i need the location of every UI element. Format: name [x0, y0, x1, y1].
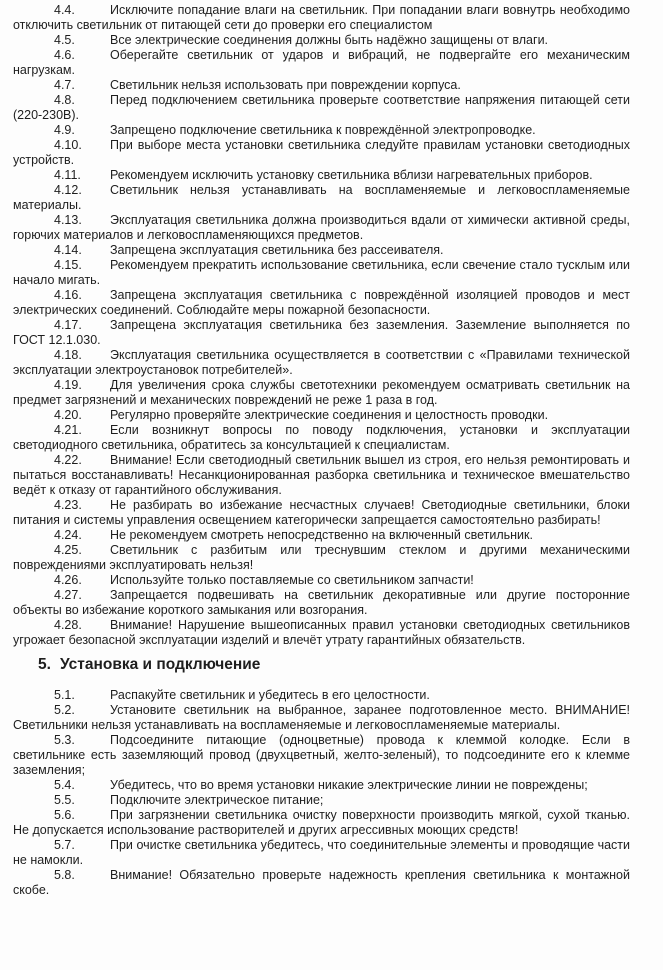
numbered-paragraph [13, 453, 630, 498]
paragraph-number: 4.26. [54, 573, 82, 587]
paragraph-text: Запрещено подключение светильника к повреждённой электропроводке. [110, 123, 536, 137]
paragraph-text: Запрещена эксплуатация светильника с повреждённой изоляцией проводов и мест электрических соединений. Соблюдайте меры пожарной безопасности. [13, 288, 630, 317]
paragraph-number: 4.8. [54, 93, 75, 107]
section-4-safety-rules [13, 3, 630, 648]
paragraph-text: Убедитесь, что во время установки никакие электрические линии не повреждены; [110, 778, 588, 792]
paragraph-number: 4.21. [54, 423, 82, 437]
section-5-paragraph-list [13, 688, 630, 898]
numbered-paragraph [13, 543, 630, 573]
paragraph-text: Эксплуатация светильника осуществляется в соответствии с «Правилами технической эксплуатации электроустановок потребителей». [13, 348, 630, 377]
paragraph-number: 4.12. [54, 183, 82, 197]
numbered-paragraph [13, 78, 630, 93]
paragraph-number: 4.24. [54, 528, 82, 542]
paragraph-text: Светильник нельзя использовать при повреждении корпуса. [110, 78, 461, 92]
paragraph-text: Не разбирать во избежание несчастных случаев! Светодиодные светильники, блоки питания и системы управления освещением категорически запрещается самостоятельно разбирать! [13, 498, 630, 527]
numbered-paragraph [13, 348, 630, 378]
paragraph-text: Внимание! Если светодиодный светильник вышел из строя, его нельзя ремонтировать и пытаться восстанавливать! Несанкционированная разборка светильника и техническое вмешательство ведёт к отказу от гарантийного обслуживания. [13, 453, 630, 497]
paragraph-text: Внимание! Обязательно проверьте надежность крепления светильника к монтажной скобе. [13, 868, 630, 897]
numbered-paragraph [13, 138, 630, 168]
paragraph-number: 4.15. [54, 258, 82, 272]
numbered-paragraph [13, 213, 630, 243]
paragraph-number: 5.2. [54, 703, 75, 717]
paragraph-text: Запрещена эксплуатация светильника без рассеивателя. [110, 243, 444, 257]
paragraph-number: 5.6. [54, 808, 75, 822]
paragraph-number: 4.4. [54, 3, 75, 17]
numbered-paragraph [13, 318, 630, 348]
paragraph-number: 4.6. [54, 48, 75, 62]
numbered-paragraph [13, 688, 630, 703]
paragraph-text: Используйте только поставляемые со светильником запчасти! [110, 573, 474, 587]
paragraph-text: Все электрические соединения должны быть надёжно защищены от влаги. [110, 33, 549, 47]
numbered-paragraph [13, 573, 630, 588]
paragraph-text: При выборе места установки светильника следуйте правилам установки светодиодных устройств. [13, 138, 630, 167]
paragraph-number: 4.11. [54, 168, 81, 182]
paragraph-number: 4.17. [54, 318, 82, 332]
section-4-paragraph-list [13, 3, 630, 648]
paragraph-number: 4.28. [54, 618, 82, 632]
numbered-paragraph [13, 618, 630, 648]
paragraph-text: Для увеличения срока службы светотехники рекомендуем осматривать светильник на предмет загрязнений и механических повреждений не реже 1 раза в год. [13, 378, 630, 407]
numbered-paragraph [13, 48, 630, 78]
paragraph-number: 4.23. [54, 498, 82, 512]
section-5-installation [13, 688, 630, 898]
paragraph-text: Регулярно проверяйте электрические соединения и целостность проводки. [110, 408, 549, 422]
paragraph-text: При загрязнении светильника очистку поверхности производить мягкой, сухой тканью. Не допускается использование растворителей и других агрессивных моющих средств! [13, 808, 630, 837]
paragraph-text: При очистке светильника убедитесь, что соединительные элементы и проводящие части не намокли. [13, 838, 630, 867]
numbered-paragraph [13, 808, 630, 838]
paragraph-number: 5.1. [54, 688, 75, 702]
paragraph-number: 4.14. [54, 243, 82, 257]
paragraph-number: 4.22. [54, 453, 82, 467]
paragraph-text: Рекомендуем прекратить использование светильника, если свечение стало тусклым или начало мигать. [13, 258, 630, 287]
numbered-paragraph [13, 733, 630, 778]
paragraph-text: Рекомендуем исключить установку светильника вблизи нагревательных приборов. [110, 168, 593, 182]
numbered-paragraph [13, 168, 630, 183]
paragraph-text: Эксплуатация светильника должна производиться вдали от химически активной среды, горючих материалов и легковоспламеняющихся предметов. [13, 213, 630, 242]
paragraph-number: 5.8. [54, 868, 75, 882]
paragraph-text: Исключите попадание влаги на светильник. При попадании влаги вовнутрь необходимо отключить светильник от питающей сети до проверки его специалистом [13, 3, 630, 32]
paragraph-number: 4.7. [54, 78, 75, 92]
paragraph-text: Распакуйте светильник и убедитесь в его целостности. [110, 688, 430, 702]
paragraph-text: Не рекомендуем смотреть непосредственно на включенный светильник. [110, 528, 533, 542]
numbered-paragraph [13, 243, 630, 258]
numbered-paragraph [13, 258, 630, 288]
numbered-paragraph [13, 588, 630, 618]
paragraph-number: 5.7. [54, 838, 75, 852]
paragraph-text: Подсоедините питающие (одноцветные) провода к клеммой колодке. Если в светильнике есть заземляющий провод (двухцветный, желто-зеленый), то подсоедините его к клемме заземления; [13, 733, 630, 777]
paragraph-number: 5.4. [54, 778, 75, 792]
paragraph-text: Светильник с разбитым или треснувшим стеклом и другими механическими повреждениями эксплуатировать нельзя! [13, 543, 630, 572]
paragraph-number: 4.13. [54, 213, 82, 227]
paragraph-text: Если возникнут вопросы по поводу подключения, установки и эксплуатации светодиодного светильника, обратитесь за консультацией к специалистам. [13, 423, 630, 452]
paragraph-text: Светильник нельзя устанавливать на воспламеняемые и легковоспламеняемые материалы. [13, 183, 630, 212]
paragraph-number: 5.5. [54, 793, 75, 807]
paragraph-number: 4.16. [54, 288, 82, 302]
numbered-paragraph [13, 868, 630, 898]
paragraph-text: Подключите электрическое питание; [110, 793, 324, 807]
paragraph-number: 4.19. [54, 378, 82, 392]
numbered-paragraph [13, 498, 630, 528]
paragraph-text: Запрещена эксплуатация светильника без заземления. Заземление выполняется по ГОСТ 12.1.030. [13, 318, 630, 347]
paragraph-text: Установите светильник на выбранное, заранее подготовленное место. ВНИМАНИЕ! Светильники нельзя устанавливать на воспламеняемые и легковоспламеняемые материалы. [13, 703, 630, 732]
paragraph-text: Запрещается подвешивать на светильник декоративные или другие посторонние объекты во избежание короткого замыкания или возгорания. [13, 588, 630, 617]
numbered-paragraph [13, 408, 630, 423]
numbered-paragraph [13, 378, 630, 408]
paragraph-number: 4.18. [54, 348, 82, 362]
numbered-paragraph [13, 703, 630, 733]
paragraph-number: 4.9. [54, 123, 75, 137]
paragraph-number: 4.5. [54, 33, 75, 47]
paragraph-text: Перед подключением светильника проверьте соответствие напряжения питающей сети (220-230В). [13, 93, 630, 122]
paragraph-number: 4.25. [54, 543, 82, 557]
numbered-paragraph [13, 183, 630, 213]
section-5-heading-number: 5. [38, 656, 51, 673]
paragraph-number: 4.27. [54, 588, 82, 602]
paragraph-number: 5.3. [54, 733, 75, 747]
section-5-heading [13, 655, 630, 674]
numbered-paragraph [13, 288, 630, 318]
paragraph-text: Оберегайте светильник от ударов и вибраций, не подвергайте его механическим нагрузкам. [13, 48, 630, 77]
numbered-paragraph [13, 793, 630, 808]
numbered-paragraph [13, 423, 630, 453]
section-5-heading-title: Установка и подключение [60, 656, 261, 673]
paragraph-number: 4.20. [54, 408, 82, 422]
numbered-paragraph [13, 838, 630, 868]
paragraph-text: Внимание! Нарушение вышеописанных правил установки светодиодных светильников угрожает безопасной эксплуатации изделий и влечёт утрату гарантийных обязательств. [13, 618, 630, 647]
numbered-paragraph [13, 3, 630, 33]
numbered-paragraph [13, 33, 630, 48]
numbered-paragraph [13, 123, 630, 138]
numbered-paragraph [13, 93, 630, 123]
numbered-paragraph [13, 528, 630, 543]
numbered-paragraph [13, 778, 630, 793]
paragraph-number: 4.10. [54, 138, 82, 152]
